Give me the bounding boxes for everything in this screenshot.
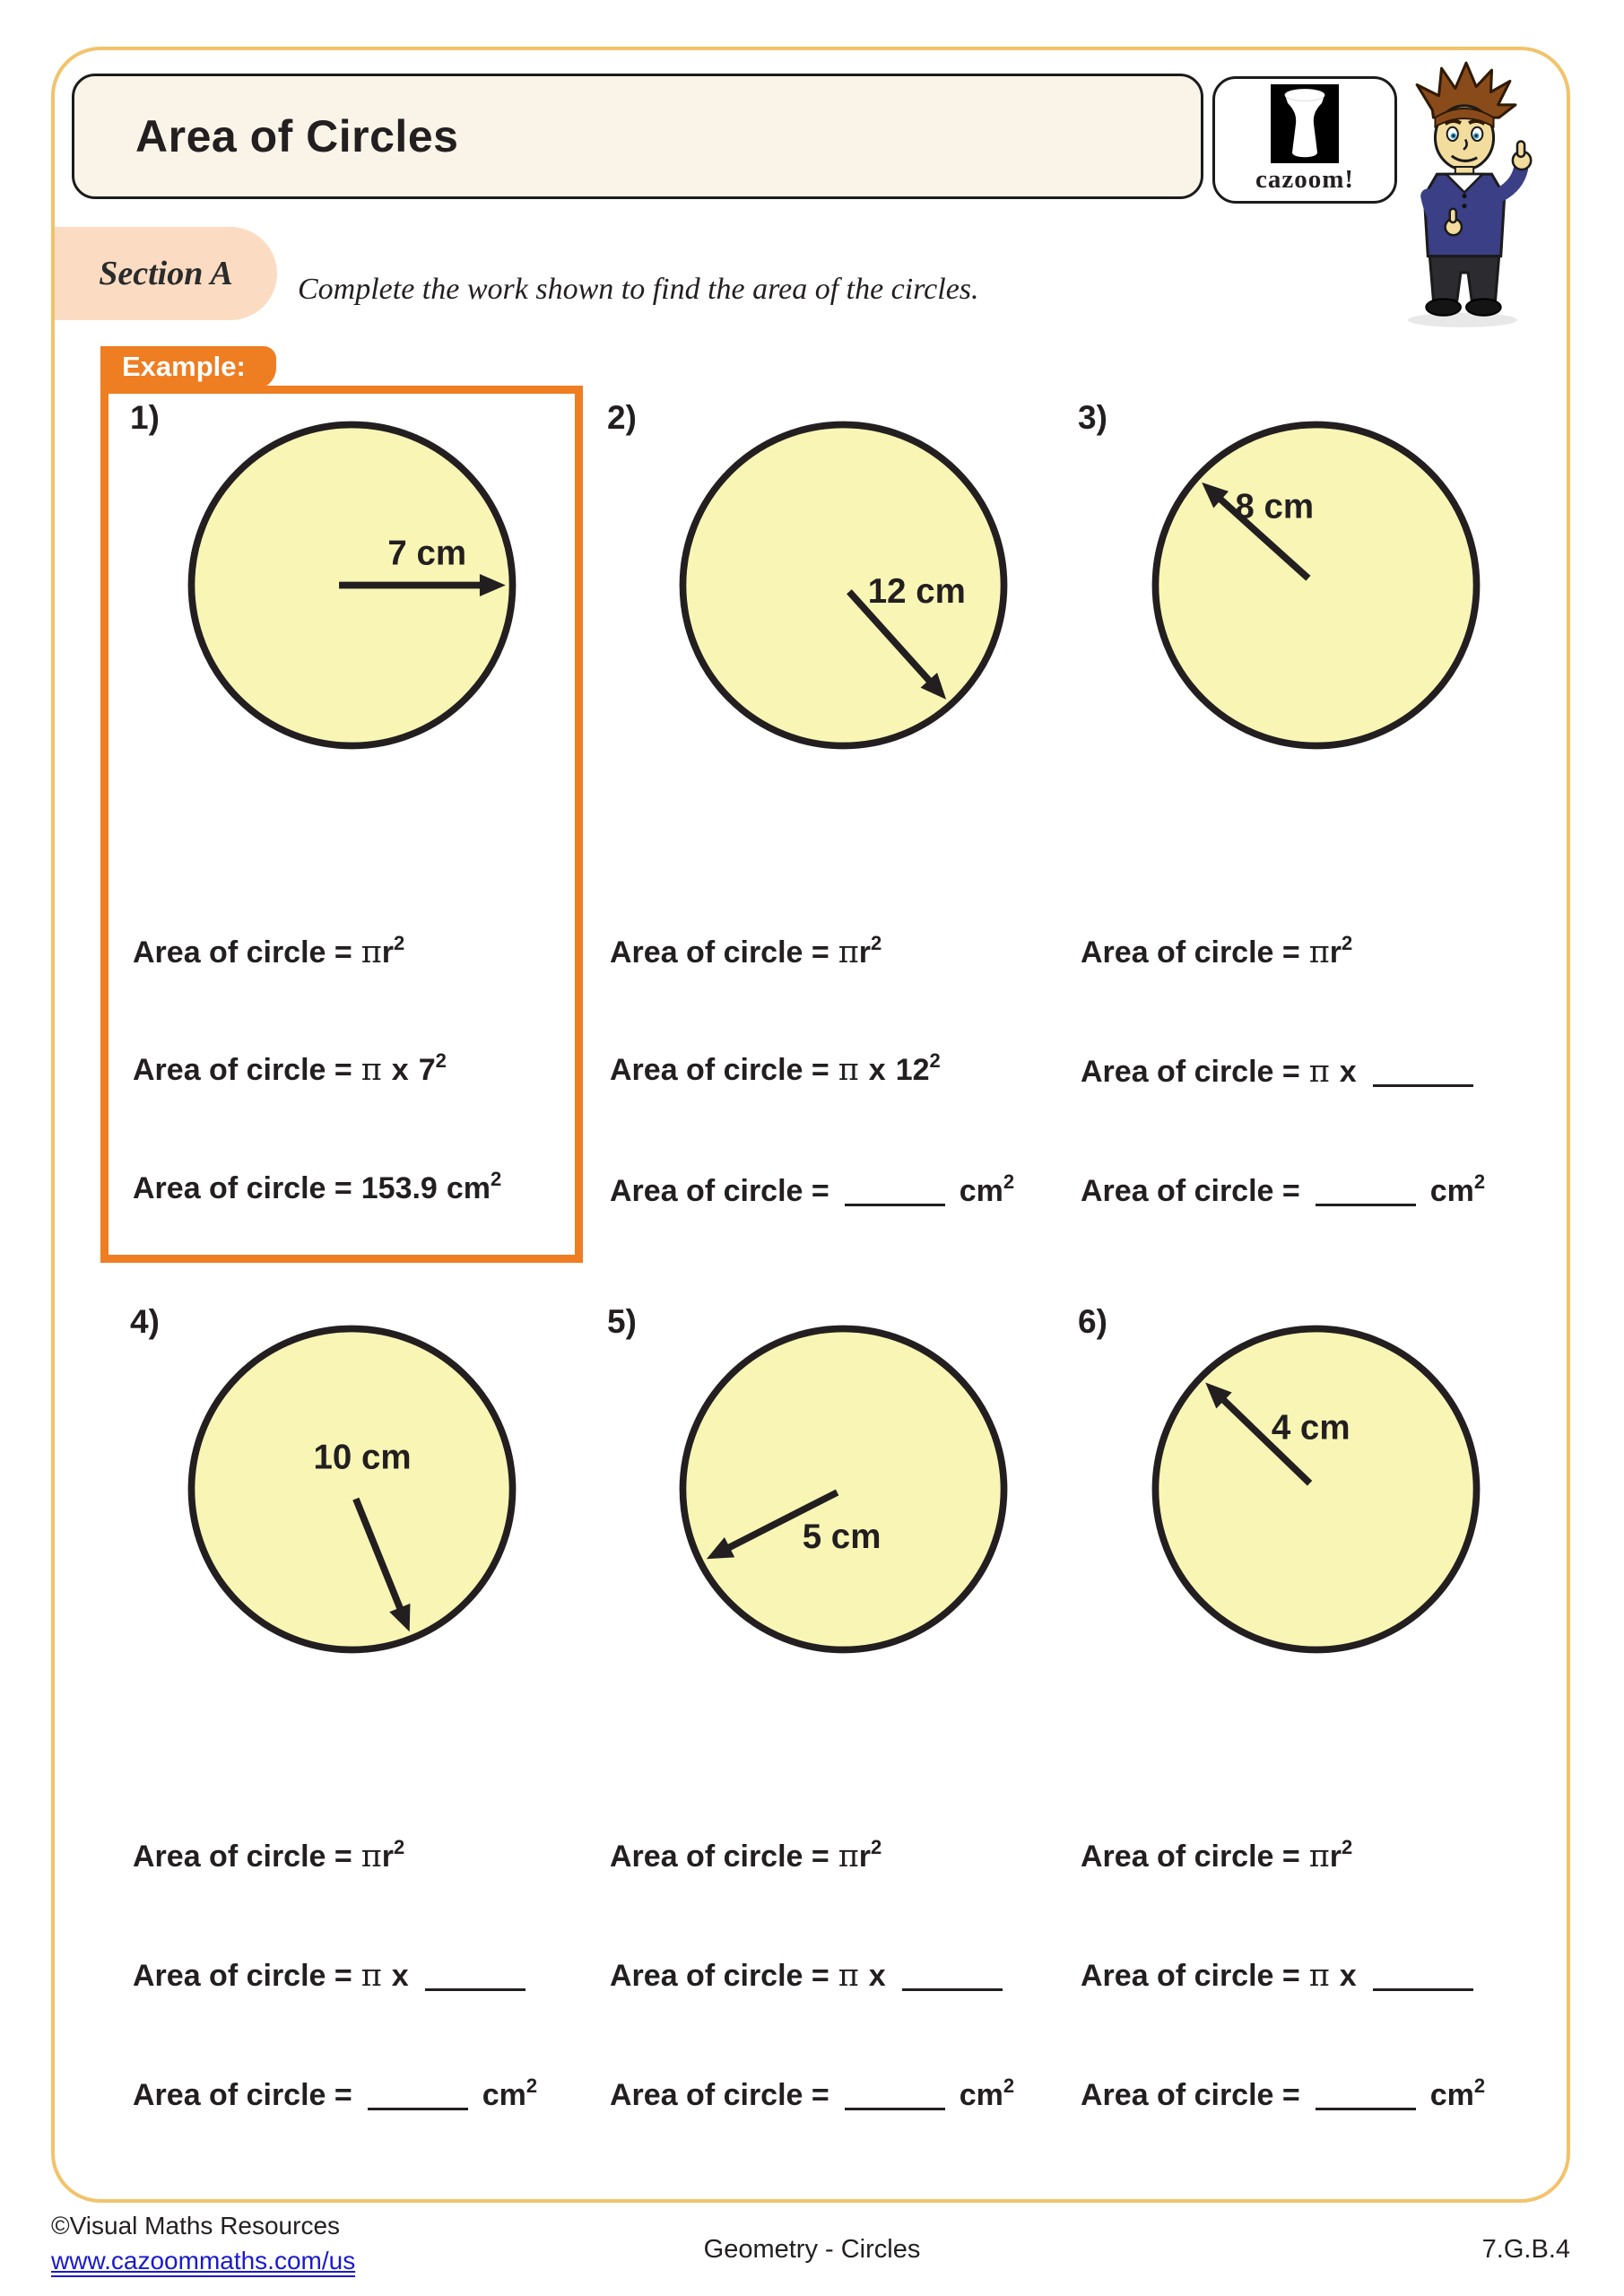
line3-answer-blank [845,2081,945,2110]
formula-line-2: Area of circle = π x [133,1956,532,1994]
problem-number: 1) [130,399,160,436]
formula-line-1: Area of circle = $\pi r^2$ [610,932,882,970]
section-badge: Section A [55,227,277,320]
line2-answer-blank [1373,1961,1473,1991]
problem-number: 3) [1078,399,1107,436]
copyright-text: ©Visual Maths Resources [51,2212,341,2239]
problem-cell [126,1299,592,2151]
formula-line-1: Area of circle = $\pi r^2$ [1081,1836,1353,1874]
problem-cell [603,395,1069,1247]
line3-answer-blank [1316,1177,1416,1206]
formula-line-3: Area of circle = $cm^2$ [1081,2074,1486,2112]
formula-line-3: Area of circle = $cm^2$ [133,2074,538,2112]
formula-line-2: Area of circle = π x [1081,1052,1480,1090]
formula-line-3: Area of circle = $cm^2$ [610,2074,1015,2112]
cazoom-link[interactable]: www.cazoommaths.com/us [51,2247,355,2277]
drum-icon [1215,79,1394,169]
circle-diagram [671,1317,1016,1662]
radius-label: 5 cm [802,1517,881,1556]
circle-diagram [179,1317,525,1662]
radius-label: 10 cm [313,1438,412,1477]
circle-diagram [1143,1317,1489,1662]
line2-answer-blank [902,1961,1003,1991]
radius-label: 8 cm [1235,487,1315,526]
radius-label: 7 cm [387,534,467,573]
radius-label: 12 cm [867,571,966,611]
formula-line-1: Area of circle = $\pi r^2$ [133,1836,405,1874]
footer-standard-code: 7.G.B.4 [1481,2235,1570,2264]
line2-answer-blank [425,1961,525,1991]
example-tab: Example: [100,346,276,389]
circle-diagram [671,413,1016,758]
squared-value: $12^2$ [895,1049,941,1087]
problem-cell [1073,395,1540,1247]
squared-value: $7^2$ [418,1049,447,1087]
formula-line-1: Area of circle = $\pi r^2$ [1081,932,1353,970]
circle-diagram [179,413,525,758]
problem-number: 5) [607,1303,637,1340]
circle-shape [191,1328,512,1649]
formula-line-2: Area of circle = π x [610,1956,1009,1994]
area-value: 153.9 [360,1171,438,1205]
circle-shape [682,1328,1003,1649]
problem-number: 6) [1078,1303,1107,1340]
line3-answer-blank [1316,2081,1416,2110]
formula-line-3: Area of circle = 153.9 $cm^2$ [133,1168,502,1205]
line2-answer-blank [1373,1057,1473,1087]
problem-cell [603,1299,1069,2151]
cazoom-logo [1212,76,1397,204]
pants [1429,257,1498,300]
line3-answer-blank [368,2081,468,2110]
circle-shape [1155,424,1476,745]
formula-line-2: Area of circle = π x [1081,1956,1480,1994]
mascot-character [1388,57,1541,331]
problem-cell [1073,1299,1540,2151]
formula-line-2: Area of circle = π x $7^2$ [133,1049,447,1088]
problem-cell [126,395,592,1247]
line3-answer-blank [845,1177,945,1206]
formula-line-2: Area of circle = π x $12^2$ [610,1049,941,1088]
problem-number: 4) [130,1303,160,1340]
formula-line-1: Area of circle = $\pi r^2$ [133,932,405,970]
header-box [72,74,1203,199]
circle-shape [1155,1328,1476,1649]
circle-diagram [1143,413,1489,758]
footer-topic: Geometry - Circles [703,2235,921,2264]
problem-number: 2) [607,399,637,436]
radius-label: 4 cm [1271,1408,1350,1448]
section-instruction: Complete the work shown to find the area of the circles. [298,273,979,306]
logo-wordmark: cazoom! [1255,165,1355,194]
formula-line-3: Area of circle = $cm^2$ [1081,1170,1486,1208]
formula-line-1: Area of circle = $\pi r^2$ [610,1836,882,1874]
page-title: Area of Circles [135,111,459,161]
formula-line-3: Area of circle = $cm^2$ [610,1170,1015,1208]
